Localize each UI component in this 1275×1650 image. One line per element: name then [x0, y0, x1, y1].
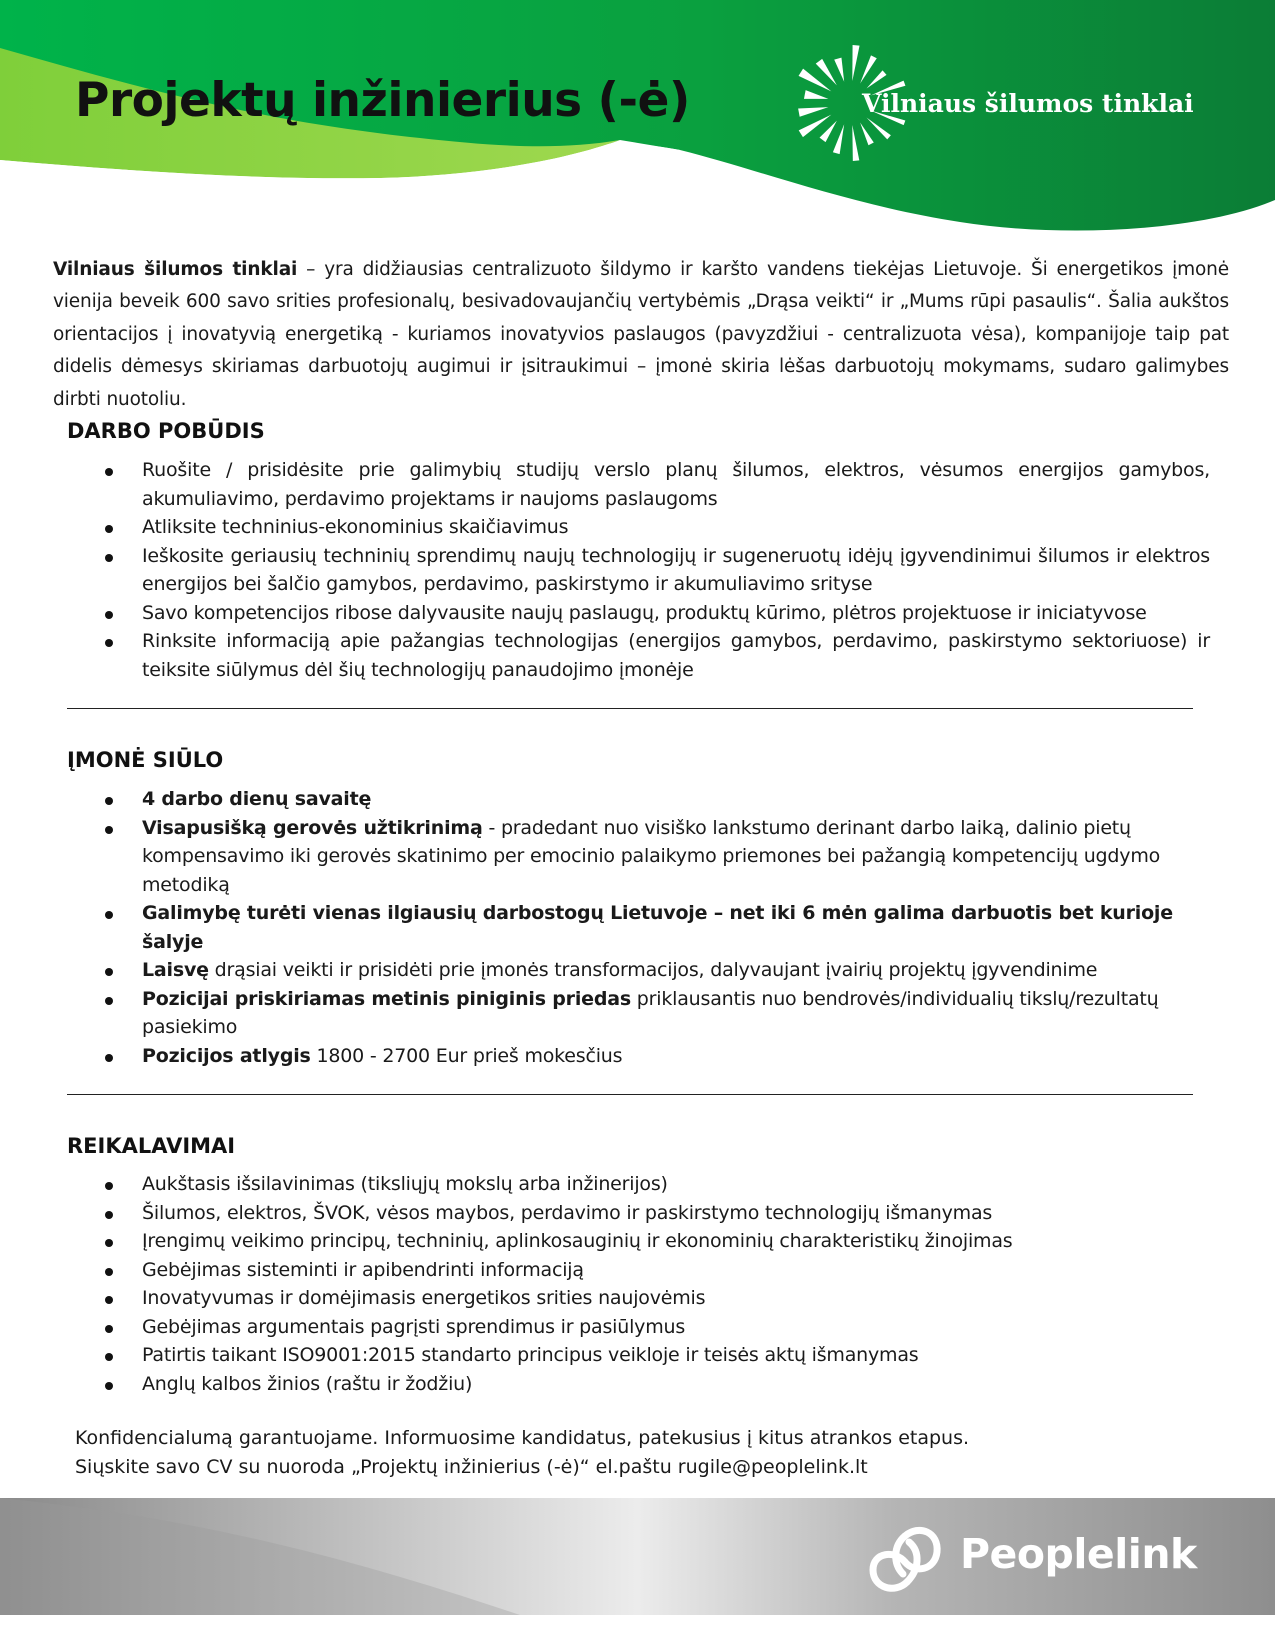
requirement-text: Gebėjimas sisteminti ir apibendrinti informaciją: [142, 1258, 584, 1281]
list-item: [0, 1199, 1210, 1228]
benefit-bold-text: 4 darbo dienų savaitę: [142, 788, 372, 810]
duty-text: Savo kompetencijos ribose dalyvausite naujų paslaugų, produktų kūrimo, plėtros projektuose ir iniciatyvose: [142, 601, 1147, 624]
benefit-bold-text: Pozicijai priskiriamas metinis piniginis priedas: [142, 987, 631, 1010]
requirements-list: [0, 1170, 1210, 1398]
list-item: [0, 513, 1210, 542]
list-item: [0, 1256, 1210, 1285]
list-item: [0, 956, 1210, 985]
bullet-icon: [105, 554, 113, 562]
bullet-icon: [105, 1382, 113, 1390]
intro-text: – yra didžiausias centralizuoto šildymo ir karšto vandens tiekėjas Lietuvoje. Ši energetikos įmonė vienija beveik 600 savo srities profesionalų, besivadovaujančių vertybėmis „Drąsa veikti“ ir „Mums rūpi pasaulis“. Šalia aukštos orientacijos į inovatyvią energetiką - kuriamos inovatyvios paslaugos (pavyzdžiui - centralizuota vėsa), kompanijoje taip pat didelis dėmesys skiriamas darbuotojų augimui ir įsitraukimui – įmonė skiria lėšas darbuotojų mokymams, sudaro galimybes dirbti nuotoliu.: [53, 259, 1229, 410]
duty-text: Atliksite techninius-ekonominius skaičiavimus: [142, 516, 569, 538]
divider: [67, 708, 1193, 709]
bullet-icon: [105, 1353, 113, 1361]
benefit-text: drąsiai veikti ir prisidėti prie įmonės transformacijos, dalyvaujant įvairių projektų įgyvendinime: [208, 959, 1098, 981]
section-title-reikalavimai: REIKALAVIMAI: [67, 1134, 236, 1158]
duties-list: [0, 456, 1210, 684]
benefit-bold-text: Laisvę: [142, 959, 209, 981]
list-item: [0, 1313, 1210, 1342]
bullet-icon: [105, 797, 113, 805]
duty-text: Ruošite / prisidėsite prie galimybių studijų verslo planų šilumos, elektros, vėsumos energijos gamybos, akumuliavimo, perdavimo projektams ir naujoms paslaugoms: [142, 459, 1210, 510]
bullet-icon: [105, 968, 113, 976]
benefits-list: [0, 785, 1210, 1070]
list-item: [0, 1284, 1210, 1313]
list-item: [0, 1227, 1210, 1256]
requirement-text: Šilumos, elektros, ŠVOK, vėsos maybos, perdavimo ir paskirstymo technologijų išmanymas: [142, 1201, 993, 1224]
closing-line-confidentiality: Konfidencialumą garantuojame. Informuosime kandidatus, patekusius į kitus atrankos etapus.: [75, 1427, 970, 1449]
list-item: [0, 1042, 1210, 1071]
intro-paragraph: [53, 254, 1229, 416]
bullet-icon: [105, 1054, 113, 1062]
divider: [67, 1094, 1193, 1095]
page-title: Projektų inžinierius (-ė): [75, 73, 690, 128]
list-item: [0, 599, 1210, 628]
list-item: [0, 1170, 1210, 1199]
requirement-text: Inovatyvumas ir domėjimasis energetikos srities naujovėmis: [142, 1287, 706, 1309]
bullet-icon: [105, 525, 113, 533]
section-title-darbo-pobudis: DARBO POBŪDIS: [67, 419, 265, 443]
list-item: [0, 1370, 1210, 1399]
benefit-text: priklausantis nuo bendrovės/individualių tikslų/rezultatų pasiekimo: [142, 987, 1159, 1038]
list-item: [0, 985, 1210, 1042]
bullet-icon: [105, 1325, 113, 1333]
benefit-text: - pradedant nuo visiško lankstumo derinant darbo laiką, dalinio pietų kompensavimo iki gerovės skatinimo per emocinio palaikymo priemones bei pažangią kompetencijų ugdymo metodiką: [142, 816, 1161, 896]
bullet-icon: [105, 1268, 113, 1276]
closing-line-apply: Siųskite savo CV su nuoroda „Projektų inžinierius (-ė)“ el.paštu rugile@peoplelink.lt: [75, 1456, 868, 1478]
bullet-icon: [105, 1182, 113, 1190]
requirement-text: Anglų kalbos žinios (raštu ir žodžiu): [142, 1372, 473, 1395]
section-title-imone-siulo: ĮMONĖ SIŪLO: [67, 748, 224, 772]
list-item: [0, 814, 1210, 900]
list-item: [0, 785, 1210, 814]
bullet-icon: [105, 1239, 113, 1247]
bullet-icon: [105, 1296, 113, 1304]
closing-text: [75, 1424, 969, 1482]
bullet-icon: [105, 611, 113, 619]
benefit-bold-text: Pozicijos atlygis: [142, 1044, 311, 1067]
bullet-icon: [105, 997, 113, 1005]
bullet-icon: [105, 1211, 113, 1219]
bullet-icon: [105, 911, 113, 919]
peoplelink-knot-icon: [865, 1522, 947, 1598]
footer-brand-text: Peoplelink: [960, 1530, 1197, 1578]
benefit-bold-text: Galimybę turėti vienas ilgiausių darbostogų Lietuvoje – net iki 6 mėn galima darbuotis bet kurioje šalyje: [142, 902, 1173, 953]
benefit-bold-text: Visapusišką gerovės užtikrinimą: [142, 816, 483, 839]
duty-text: Rinksite informaciją apie pažangias technologijas (energijos gamybos, perdavimo, paskirstymo sektoriuose) ir teiksite siūlymus dėl šių technologijų panaudojimo įmonėje: [142, 630, 1210, 681]
intro-company-name: Vilniaus šilumos tinklai: [53, 259, 298, 280]
list-item: [0, 899, 1210, 956]
requirement-text: Aukštasis išsilavinimas (tiksliųjų mokslų arba inžinerijos): [142, 1173, 668, 1195]
duty-text: Ieškosite geriausių techninių sprendimų naujų technologijų ir sugeneruotų idėjų įgyvendinimui šilumos ir elektros energijos bei šalčio gamybos, perdavimo, paskirstymo ir akumuliavimo srityse: [142, 544, 1210, 595]
bullet-icon: [105, 826, 113, 834]
list-item: [0, 627, 1210, 684]
benefit-text: 1800 - 2700 Eur prieš mokesčius: [310, 1044, 623, 1067]
requirement-text: Gebėjimas argumentais pagrįsti sprendimus ir pasiūlymus: [142, 1315, 686, 1338]
company-logo-text: Vilniaus šilumos tinklai: [862, 89, 1194, 118]
list-item: [0, 542, 1210, 599]
list-item: [0, 456, 1210, 513]
bullet-icon: [105, 639, 113, 647]
requirement-text: Patirtis taikant ISO9001:2015 standarto principus veikloje ir teisės aktų išmanymas: [142, 1344, 919, 1366]
bullet-icon: [105, 468, 113, 476]
list-item: [0, 1341, 1210, 1370]
requirement-text: Įrengimų veikimo principų, techninių, aplinkosauginių ir ekonominių charakteristikų žinojimas: [142, 1230, 1013, 1252]
